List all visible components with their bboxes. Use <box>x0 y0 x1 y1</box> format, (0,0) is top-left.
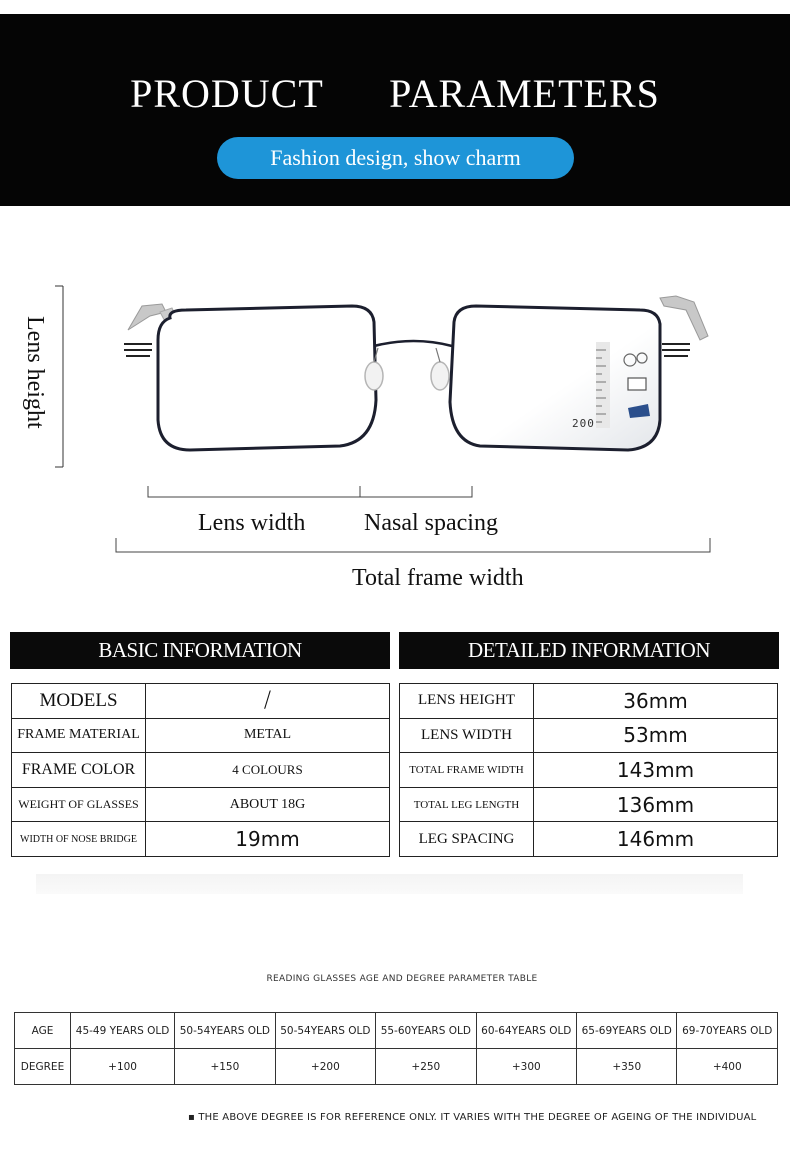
age-header-cell: AGE <box>15 1013 71 1049</box>
lens-height-bracket <box>55 286 63 467</box>
subtitle-pill: Fashion design, show charm <box>217 137 574 179</box>
age-degree-table <box>14 1012 778 1085</box>
table-row <box>12 822 390 857</box>
row-label: LENS HEIGHT <box>400 684 534 719</box>
age-cell: 65-69YEARS OLD <box>577 1013 677 1049</box>
row-label: TOTAL FRAME WIDTH <box>400 753 534 788</box>
age-cell: 45-49 YEARS OLD <box>71 1013 175 1049</box>
glasses-diagram <box>0 240 790 600</box>
degree-cell: +150 <box>175 1049 275 1085</box>
basic-info-table <box>11 683 390 857</box>
row-label: MODELS <box>12 684 146 719</box>
degree-cell: +250 <box>376 1049 476 1085</box>
degree-cell: +350 <box>577 1049 677 1085</box>
row-value: 136mm <box>534 787 778 822</box>
row-label: WEIGHT OF GLASSES <box>12 787 146 822</box>
detailed-info-table <box>399 683 778 857</box>
table-row <box>12 787 390 822</box>
age-row <box>15 1013 778 1049</box>
degree-cell: +100 <box>71 1049 175 1085</box>
age-cell: 60-64YEARS OLD <box>476 1013 576 1049</box>
header-banner <box>0 14 790 206</box>
page-title: PRODUCT PARAMETERS <box>130 71 660 116</box>
row-label: FRAME COLOR <box>12 753 146 788</box>
table-row <box>12 753 390 788</box>
age-cell: 55-60YEARS OLD <box>376 1013 476 1049</box>
basic-information-heading: BASIC INFORMATION <box>10 632 390 669</box>
table-row <box>12 684 390 719</box>
row-value: 19mm <box>146 822 390 857</box>
monitor-icon <box>628 378 646 390</box>
degree-cell: +200 <box>275 1049 375 1085</box>
row-value: ABOUT 18G <box>146 787 390 822</box>
row-label: LENS WIDTH <box>400 718 534 753</box>
table-row <box>12 718 390 753</box>
glasses-illustration <box>0 240 790 600</box>
age-table-title: READING GLASSES AGE AND DEGREE PARAMETER TABLE <box>266 974 538 984</box>
lens-width-label: Lens width <box>198 510 306 536</box>
table-row <box>400 753 778 788</box>
lens-height-label: Lens height <box>22 316 48 429</box>
row-value: 143mm <box>534 753 778 788</box>
degree-row <box>15 1049 778 1085</box>
age-cell: 50-54YEARS OLD <box>275 1013 375 1049</box>
scale-number: 200 <box>572 417 595 430</box>
row-value: 36mm <box>534 684 778 719</box>
age-cell: 69-70YEARS OLD <box>677 1013 778 1049</box>
table-row <box>400 822 778 857</box>
row-label: WIDTH OF NOSE BRIDGE <box>12 822 146 857</box>
divider-band <box>36 874 743 894</box>
row-value: / <box>146 684 390 719</box>
degree-cell: +400 <box>677 1049 778 1085</box>
row-value: 53mm <box>534 718 778 753</box>
row-value: 146mm <box>534 822 778 857</box>
degree-cell: +300 <box>476 1049 576 1085</box>
footnote: ▪ THE ABOVE DEGREE IS FOR REFERENCE ONLY. IT VARIES WITH THE DEGREE OF AGEING OF THE INDIVIDUAL <box>188 1112 757 1123</box>
row-value: METAL <box>146 718 390 753</box>
degree-header-cell: DEGREE <box>15 1049 71 1085</box>
table-row <box>400 718 778 753</box>
table-row <box>400 684 778 719</box>
row-label: TOTAL LEG LENGTH <box>400 787 534 822</box>
table-row <box>400 787 778 822</box>
age-cell: 50-54YEARS OLD <box>175 1013 275 1049</box>
total-frame-width-label: Total frame width <box>352 565 524 591</box>
row-label: LEG SPACING <box>400 822 534 857</box>
detailed-information-heading: DETAILED INFORMATION <box>399 632 779 669</box>
row-label: FRAME MATERIAL <box>12 718 146 753</box>
row-value: 4 COLOURS <box>146 753 390 788</box>
nasal-spacing-label: Nasal spacing <box>364 510 498 536</box>
